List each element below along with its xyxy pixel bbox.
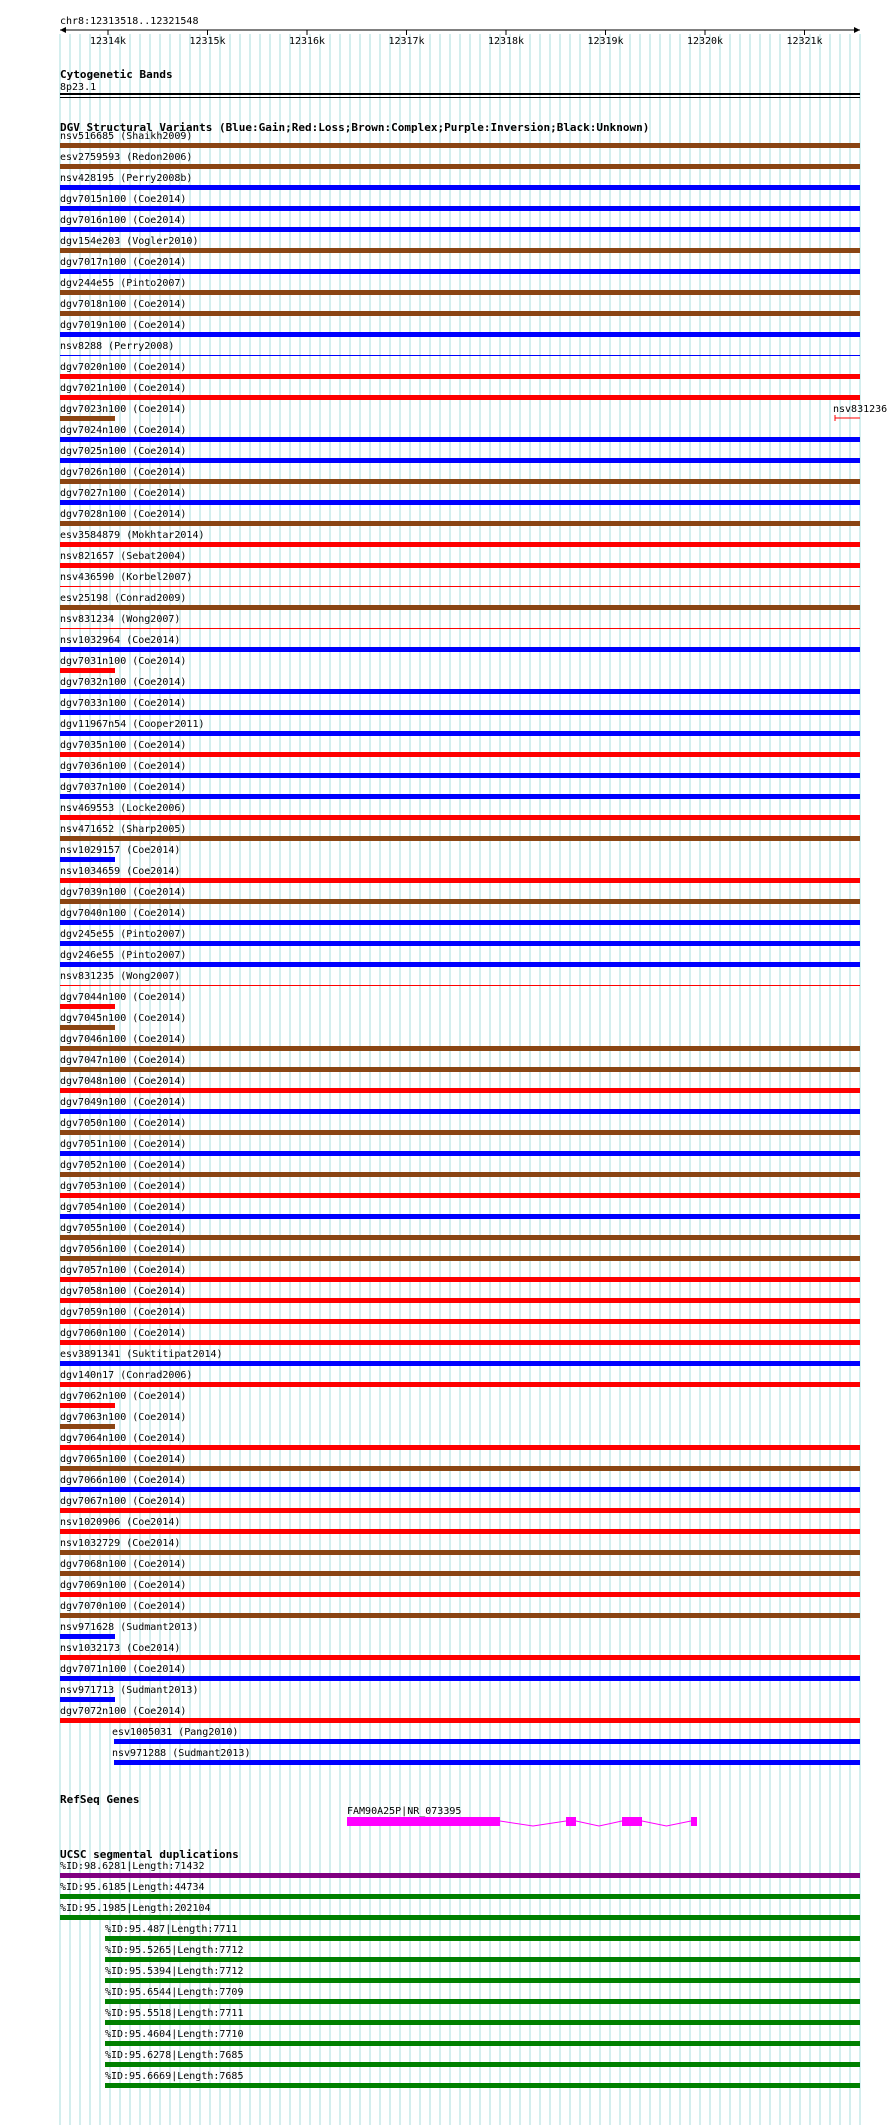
variant-label: dgv7025n100 (Coe2014) [60,446,187,457]
variant-bar[interactable] [60,1361,860,1366]
variant-label: dgv7072n100 (Coe2014) [60,1706,187,1717]
variant-label: dgv7045n100 (Coe2014) [60,1013,187,1024]
cytoband-bar [60,93,860,95]
segdup-bar[interactable] [105,1936,860,1941]
cytoband-title: Cytogenetic Bands [60,68,173,81]
cytoband-bar-lower [60,97,860,98]
variant-label: dgv7049n100 (Coe2014) [60,1097,187,1108]
variant-bar[interactable] [60,794,860,799]
variant-bar[interactable] [60,628,860,629]
segdup-label: %ID:98.6281|Length:71432 [60,1861,205,1872]
variant-label: dgv154e203 (Vogler2010) [60,236,199,247]
variant-label: dgv7016n100 (Coe2014) [60,215,187,226]
variant-bar[interactable] [60,437,860,442]
segdup-label: %ID:95.5518|Length:7711 [105,2008,244,2019]
refseq-track-title: RefSeq Genes [60,1793,140,1806]
segdup-bar[interactable] [105,2020,860,2025]
ruler-tick-label: 12319k [587,36,624,47]
ruler-tick-label: 12316k [288,36,326,47]
variant-bar[interactable] [60,416,115,421]
variant-label: dgv7021n100 (Coe2014) [60,383,187,394]
segdup-label: %ID:95.6544|Length:7709 [105,1987,244,1998]
variant-label: nsv831235 (Wong2007) [60,971,181,982]
variant-bar[interactable] [114,1760,860,1765]
variant-bar[interactable] [60,1298,860,1303]
segdup-bar[interactable] [105,1957,860,1962]
variant-bar[interactable] [60,355,860,356]
variant-bar[interactable] [60,1592,860,1597]
segdup-track-title: UCSC segmental duplications [60,1848,239,1861]
variant-label: nsv971288 (Sudmant2013) [112,1748,251,1759]
variant-label: dgv7046n100 (Coe2014) [60,1034,187,1045]
variant-bar[interactable] [60,1634,115,1639]
variant-bar[interactable] [60,1424,115,1429]
segdup-label: %ID:95.6278|Length:7685 [105,2050,244,2061]
variant-bar[interactable] [60,521,860,526]
variant-bar[interactable] [60,1004,115,1009]
variant-bar[interactable] [60,836,860,841]
segdup-label: %ID:95.5394|Length:7712 [105,1966,244,1977]
segdup-bar[interactable] [105,1999,860,2004]
variant-bar[interactable] [60,1088,860,1093]
segdup-bar[interactable] [60,1873,860,1878]
ruler-tick-label: 12314k [89,36,127,47]
variant-bar[interactable] [60,857,115,862]
variant-bar[interactable] [60,899,860,904]
ruler-left-arrow [60,27,66,33]
variant-bar[interactable] [60,647,860,652]
variant-label: esv25198 (Conrad2009) [60,593,187,604]
variant-label: dgv7031n100 (Coe2014) [60,656,187,667]
variant-label: dgv7063n100 (Coe2014) [60,1412,187,1423]
exon[interactable] [566,1817,576,1826]
variant-bar[interactable] [60,185,860,190]
variant-label: nsv1032729 (Coe2014) [60,1538,181,1549]
variant-bar[interactable] [60,311,860,316]
variant-bar[interactable] [60,878,860,883]
dgv-track-title: DGV Structural Variants (Blue:Gain;Red:Loss;Brown:Complex;Purple:Inversion;Black:Unknown) [60,121,650,134]
variant-label: dgv7055n100 (Coe2014) [60,1223,187,1234]
variant-bar[interactable] [60,1466,860,1471]
variant-bar[interactable] [60,962,860,967]
variant-bar[interactable] [60,731,860,736]
variant-bar[interactable] [60,269,860,274]
variant-label: esv2759593 (Redon2006) [60,152,193,163]
variant-bar[interactable] [60,1277,860,1282]
variant-bar[interactable] [60,1256,860,1261]
variant-label: dgv11967n54 (Cooper2011) [60,719,205,730]
variant-label: nsv971628 (Sudmant2013) [60,1622,199,1633]
gene-model[interactable] [347,1817,697,1826]
variant-label: nsv8288 (Perry2008) [60,341,175,352]
variant-label: nsv1032964 (Coe2014) [60,635,181,646]
variant-label: dgv7027n100 (Coe2014) [60,488,187,499]
variant-label: dgv7069n100 (Coe2014) [60,1580,187,1591]
variant-bar[interactable] [60,1718,860,1723]
variant-label: dgv7028n100 (Coe2014) [60,509,187,520]
variant-bar[interactable] [60,815,860,820]
variant-label: dgv7018n100 (Coe2014) [60,299,187,310]
variant-bar[interactable] [60,752,860,757]
variant-bar[interactable] [60,668,115,673]
variant-bar[interactable] [60,1613,860,1618]
variant-bar[interactable] [60,1214,860,1219]
variant-label: dgv7015n100 (Coe2014) [60,194,187,205]
ruler-tick-label: 12315k [189,36,226,47]
variant-bar[interactable] [60,332,860,337]
variant-bar[interactable] [60,1697,115,1702]
position-label: chr8:12313518..12321548 [60,16,199,27]
variant-label: dgv7071n100 (Coe2014) [60,1664,187,1675]
variant-label: nsv1029157 (Coe2014) [60,845,181,856]
exon[interactable] [691,1817,697,1826]
segdup-label: %ID:95.6185|Length:44734 [60,1882,205,1893]
variant-label: dgv7067n100 (Coe2014) [60,1496,187,1507]
ruler-tick-label: 12318k [487,36,525,47]
variant-bar[interactable] [60,1655,860,1660]
variant-label: dgv140n17 (Conrad2006) [60,1370,193,1381]
variant-label: dgv7065n100 (Coe2014) [60,1454,187,1465]
variant-label: dgv7052n100 (Coe2014) [60,1160,187,1171]
variant-bar[interactable] [60,920,860,925]
variant-bar[interactable] [60,1130,860,1135]
variant-label: dgv7064n100 (Coe2014) [60,1433,187,1444]
variant-bar[interactable] [60,1340,860,1345]
segdup-label: %ID:95.6669|Length:7685 [105,2071,244,2082]
variant-bar[interactable] [60,1487,860,1492]
variant-bar[interactable] [60,1235,860,1240]
variant-label: dgv244e55 (Pinto2007) [60,278,187,289]
variant-bar[interactable] [60,227,860,232]
variant-bar[interactable] [60,773,860,778]
variant-label: nsv469553 (Locke2006) [60,803,187,814]
variant-label: dgv7037n100 (Coe2014) [60,782,187,793]
variant-label: dgv7026n100 (Coe2014) [60,467,187,478]
variant-bar[interactable] [60,458,860,463]
variant-label: dgv7057n100 (Coe2014) [60,1265,187,1276]
variant-bar[interactable] [60,1319,860,1324]
variant-label: dgv7054n100 (Coe2014) [60,1202,187,1213]
variant-bar[interactable] [60,248,860,253]
variant-bar[interactable] [60,941,860,946]
variant-bar[interactable] [60,164,860,169]
intron-line [576,1821,622,1826]
variant-bar[interactable] [60,1550,860,1555]
variant-label: nsv821657 (Sebat2004) [60,551,187,562]
ruler-tick-label: 12320k [686,36,724,47]
variant-label: dgv246e55 (Pinto2007) [60,950,187,961]
variant-label: dgv7048n100 (Coe2014) [60,1076,187,1087]
variant-bar[interactable] [60,1529,860,1534]
variant-label: dgv7050n100 (Coe2014) [60,1118,187,1129]
variant-label: nsv428195 (Perry2008b) [60,173,193,184]
variant-label: dgv7017n100 (Coe2014) [60,257,187,268]
segdup-bar[interactable] [105,2041,860,2046]
ruler-tick-label: 12321k [786,36,823,47]
variant-label: esv1005031 (Pang2010) [112,1727,239,1738]
variant-bar[interactable] [60,985,860,986]
segdup-label: %ID:95.4604|Length:7710 [105,2029,244,2040]
variant-label: dgv7068n100 (Coe2014) [60,1559,187,1570]
variant-label: dgv7062n100 (Coe2014) [60,1391,187,1402]
variant-label: dgv7060n100 (Coe2014) [60,1328,187,1339]
variant-label: dgv7066n100 (Coe2014) [60,1475,187,1486]
variant-label: nsv1020906 (Coe2014) [60,1517,181,1528]
variant-bar[interactable] [60,1445,860,1450]
variant-bar[interactable] [60,1508,860,1513]
variant-bar[interactable] [114,1739,860,1744]
variant-label: nsv516685 (Shaikh2009) [60,131,193,142]
variant-label: dgv7053n100 (Coe2014) [60,1181,187,1192]
ruler [90,30,823,47]
variant-label: dgv7033n100 (Coe2014) [60,698,187,709]
variant-bar[interactable] [60,206,860,211]
variant-bar[interactable] [60,542,860,547]
variant-label: dgv7023n100 (Coe2014) [60,404,187,415]
variant-label: dgv7019n100 (Coe2014) [60,320,187,331]
segdup-bar[interactable] [60,1894,860,1899]
dgv-track [60,131,887,1765]
variant-label: nsv831234 (Wong2007) [60,614,181,625]
variant-bar[interactable] [60,290,860,295]
variant-label: dgv7056n100 (Coe2014) [60,1244,187,1255]
variant-bar[interactable] [60,1571,860,1576]
segdup-label: %ID:95.5265|Length:7712 [105,1945,244,1956]
segdup-label: %ID:95.1985|Length:202104 [60,1903,211,1914]
variant-label: nsv971713 (Sudmant2013) [60,1685,199,1696]
variant-bar[interactable] [60,605,860,610]
variant-bar[interactable] [60,1676,860,1681]
variant-bar[interactable] [60,1025,115,1030]
variant-bar[interactable] [60,1046,860,1051]
variant-label: esv3584879 (Mokhtar2014) [60,530,205,541]
variant-label: nsv471652 (Sharp2005) [60,824,187,835]
exon[interactable] [347,1817,500,1826]
variant-label: nsv1034659 (Coe2014) [60,866,181,877]
variant-label: dgv7059n100 (Coe2014) [60,1307,187,1318]
segdup-bar[interactable] [105,2062,860,2067]
segdup-bar[interactable] [60,1915,860,1920]
variant-label: nsv1032173 (Coe2014) [60,1643,181,1654]
variant-label: dgv7035n100 (Coe2014) [60,740,187,751]
variant-bar[interactable] [60,1193,860,1198]
variant-bar[interactable] [60,1172,860,1177]
variant-bar[interactable] [60,143,860,148]
variant-bar[interactable] [60,563,860,568]
cytoband-label: 8p23.1 [60,82,97,93]
segdup-label: %ID:95.487|Length:7711 [105,1924,238,1935]
variant-label: dgv7039n100 (Coe2014) [60,887,187,898]
variant-label: dgv7024n100 (Coe2014) [60,425,187,436]
variant-label: nsv436590 (Korbel2007) [60,572,193,583]
variant-bar[interactable] [60,395,860,400]
variant-label: esv3891341 (Suktitipat2014) [60,1349,223,1360]
variant-bar[interactable] [60,479,860,484]
variant-bar[interactable] [60,1382,860,1387]
segdup-bar[interactable] [105,1978,860,1983]
gene-label: FAM90A25P|NR_073395 [347,1806,462,1817]
variant-label: dgv7070n100 (Coe2014) [60,1601,187,1612]
variant-label: dgv245e55 (Pinto2007) [60,929,187,940]
exon[interactable] [622,1817,642,1826]
variant-bar[interactable] [60,1151,860,1156]
variant-label: dgv7020n100 (Coe2014) [60,362,187,373]
variant-label: dgv7036n100 (Coe2014) [60,761,187,772]
variant-label: dgv7051n100 (Coe2014) [60,1139,187,1150]
variant-label: dgv7044n100 (Coe2014) [60,992,187,1003]
variant-bar[interactable] [60,1109,860,1114]
side-variant-label: nsv831236 [833,404,888,415]
variant-label: dgv7047n100 (Coe2014) [60,1055,187,1066]
variant-bar[interactable] [60,710,860,715]
variant-bar[interactable] [60,689,860,694]
intron-line [642,1821,691,1826]
variant-bar[interactable] [60,500,860,505]
ruler-tick-label: 12317k [388,36,425,47]
segdup-bar[interactable] [105,2083,860,2088]
variant-label: dgv7032n100 (Coe2014) [60,677,187,688]
variant-bar[interactable] [60,586,860,587]
variant-bar[interactable] [60,1403,115,1408]
variant-label: dgv7058n100 (Coe2014) [60,1286,187,1297]
variant-bar[interactable] [60,374,860,379]
variant-bar[interactable] [60,1067,860,1072]
variant-label: dgv7040n100 (Coe2014) [60,908,187,919]
ruler-right-arrow [854,27,860,33]
